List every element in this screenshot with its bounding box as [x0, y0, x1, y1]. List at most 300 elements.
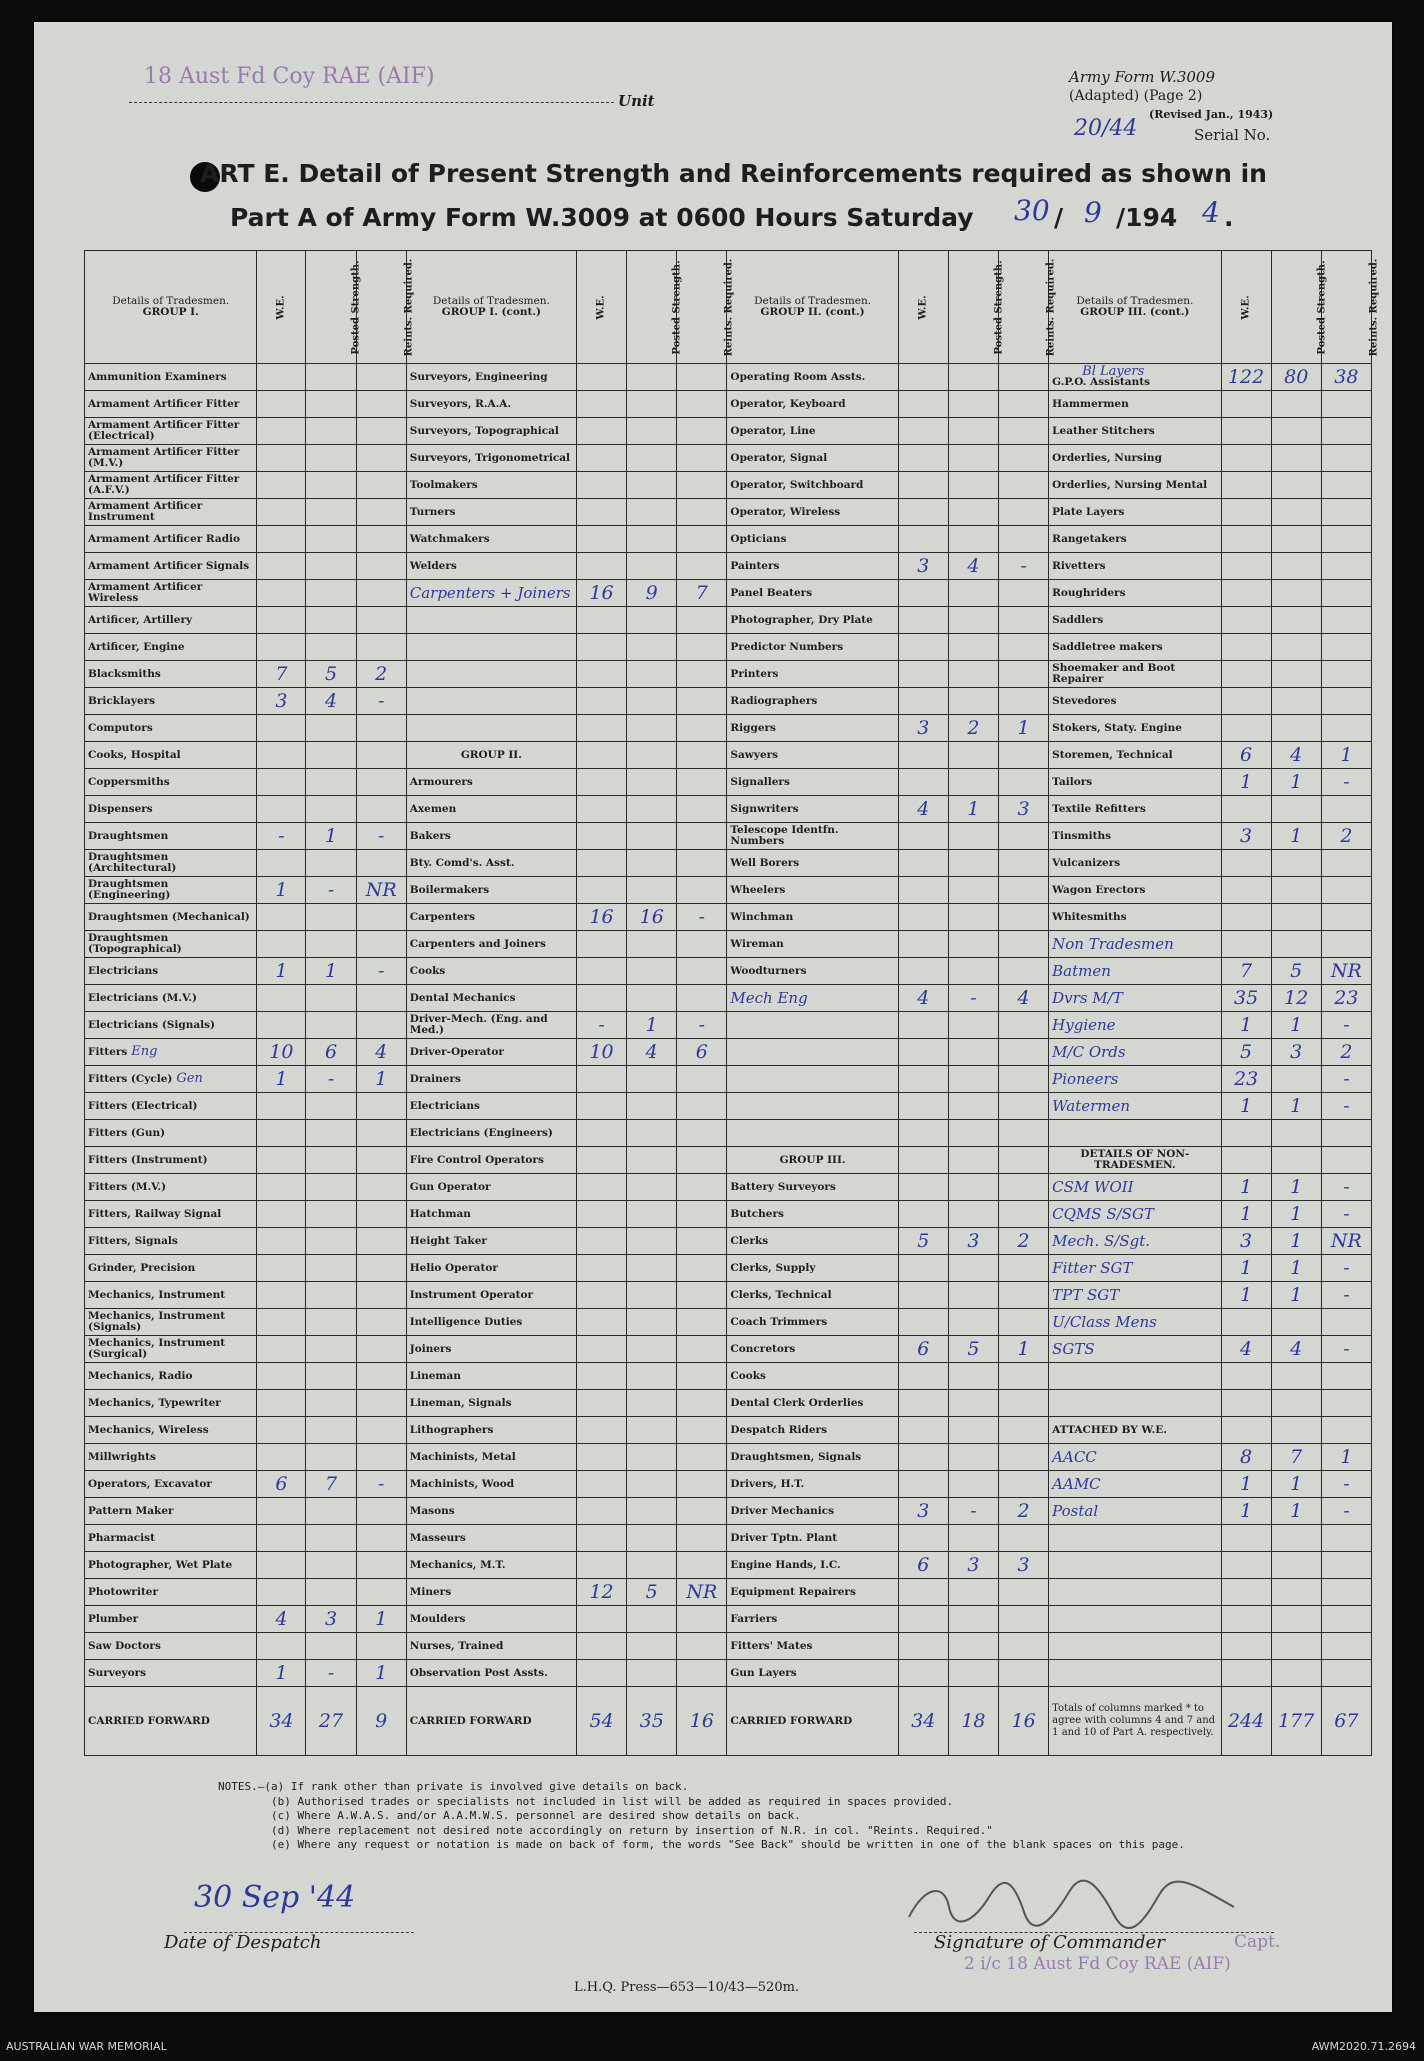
count-cell: 6 [898, 1336, 948, 1363]
trade-label [1049, 1525, 1221, 1552]
trade-label: Saddlers [1049, 607, 1221, 634]
trade-label: Welders [406, 553, 576, 580]
count-cell: 4 [898, 796, 948, 823]
count-cell [677, 1660, 727, 1687]
trade-label: Bakers [406, 823, 576, 850]
count-cell [306, 1498, 356, 1525]
trade-label: Surveyors, R.A.A. [406, 391, 576, 418]
count-cell [948, 1579, 998, 1606]
table-row [85, 931, 1372, 958]
count-cell [1221, 1417, 1271, 1444]
count-cell [999, 1093, 1049, 1120]
count-cell [677, 1444, 727, 1471]
count-cell [356, 1363, 406, 1390]
count-cell [257, 418, 306, 445]
count-cell: 2 [999, 1228, 1049, 1255]
count-cell [1321, 1120, 1371, 1147]
trade-label [1049, 1633, 1221, 1660]
trade-label: Butchers [727, 1201, 898, 1228]
count-cell [577, 877, 627, 904]
table-row [85, 1282, 1372, 1309]
trade-label: Pattern Maker [85, 1498, 257, 1525]
count-cell [306, 1255, 356, 1282]
count-cell [627, 1336, 677, 1363]
count-cell [1221, 1525, 1271, 1552]
count-cell [627, 1174, 677, 1201]
count-cell [627, 850, 677, 877]
count-cell [356, 769, 406, 796]
count-cell [999, 1147, 1049, 1174]
count-cell: 3 [1271, 1039, 1321, 1066]
trade-label: Artificer, Engine [85, 634, 257, 661]
trade-label: Gun Layers [727, 1660, 898, 1687]
carried-forward-reints: 16 [999, 1687, 1049, 1756]
count-cell: 4 [306, 688, 356, 715]
count-cell [999, 1363, 1049, 1390]
count-cell [627, 1525, 677, 1552]
count-cell [948, 661, 998, 688]
count-cell [356, 445, 406, 472]
count-cell [948, 1282, 998, 1309]
count-cell [1321, 1363, 1371, 1390]
count-cell [1271, 1660, 1321, 1687]
count-cell [677, 850, 727, 877]
count-cell [1271, 499, 1321, 526]
count-cell [948, 1174, 998, 1201]
count-cell [677, 472, 727, 499]
trade-label: Operator, Signal [727, 445, 898, 472]
trade-label: Draughtsmen, Signals [727, 1444, 898, 1471]
trade-label [727, 1093, 898, 1120]
handwritten-trade: Dvrs M/T [1049, 985, 1221, 1012]
count-cell: - [1321, 1093, 1371, 1120]
count-cell [677, 1093, 727, 1120]
count-cell [1321, 1552, 1371, 1579]
count-cell: 1 [948, 796, 998, 823]
count-cell [627, 1147, 677, 1174]
count-cell [948, 391, 998, 418]
count-cell [356, 1174, 406, 1201]
count-cell [356, 1282, 406, 1309]
count-cell [898, 958, 948, 985]
count-cell [577, 472, 627, 499]
trade-label [406, 607, 576, 634]
trade-label: Mechanics, Instrument [85, 1282, 257, 1309]
count-cell [948, 472, 998, 499]
count-cell [1221, 1390, 1271, 1417]
count-cell [356, 418, 406, 445]
title-date-month: 9 [1084, 196, 1102, 229]
grand-total-posted: 177 [1271, 1687, 1321, 1756]
count-cell [1221, 661, 1271, 688]
count-cell [627, 985, 677, 1012]
count-cell [577, 1606, 627, 1633]
count-cell [948, 1309, 998, 1336]
count-cell: 7 [1221, 958, 1271, 985]
trade-label: Signallers [727, 769, 898, 796]
trade-label: Plumber [85, 1606, 257, 1633]
count-cell [306, 985, 356, 1012]
count-cell [577, 445, 627, 472]
count-cell [999, 1471, 1049, 1498]
count-cell [999, 499, 1049, 526]
trade-label: Surveyors, Topographical [406, 418, 576, 445]
trade-label: Battery Surveyors [727, 1174, 898, 1201]
count-cell [677, 553, 727, 580]
count-cell: 1 [1271, 1174, 1321, 1201]
count-cell: 1 [1221, 1471, 1271, 1498]
count-cell [306, 472, 356, 499]
count-cell [257, 1309, 306, 1336]
trade-label [406, 661, 576, 688]
count-cell [677, 634, 727, 661]
count-cell [898, 607, 948, 634]
count-cell: 1 [1321, 742, 1371, 769]
count-cell [257, 1579, 306, 1606]
count-cell: - [1321, 1498, 1371, 1525]
trade-label: Lithographers [406, 1417, 576, 1444]
trade-label: Dental Clerk Orderlies [727, 1390, 898, 1417]
count-cell [356, 1633, 406, 1660]
count-cell [577, 1093, 627, 1120]
count-cell [999, 445, 1049, 472]
count-cell [627, 1066, 677, 1093]
count-cell [1321, 1390, 1371, 1417]
table-row [85, 1633, 1372, 1660]
count-cell: 4 [627, 1039, 677, 1066]
count-cell [898, 1471, 948, 1498]
count-cell [999, 1633, 1049, 1660]
count-cell [999, 850, 1049, 877]
count-cell [948, 823, 998, 850]
count-cell: 1 [257, 1660, 306, 1687]
count-cell [677, 715, 727, 742]
count-cell [627, 1660, 677, 1687]
trade-label: Surveyors, Trigonometrical [406, 445, 576, 472]
trade-label: Cooks [406, 958, 576, 985]
trade-label-text: Fitters [88, 1046, 128, 1058]
count-cell [1271, 607, 1321, 634]
count-cell: 122 [1221, 364, 1271, 391]
count-cell [627, 688, 677, 715]
table-row [85, 1363, 1372, 1390]
count-cell [948, 1444, 998, 1471]
count-cell [627, 499, 677, 526]
count-cell [577, 499, 627, 526]
count-cell [898, 526, 948, 553]
trade-label: Lineman, Signals [406, 1390, 576, 1417]
count-cell [577, 364, 627, 391]
count-cell: 1 [1221, 1174, 1271, 1201]
count-cell: 1 [1271, 1498, 1321, 1525]
count-cell: 4 [898, 985, 948, 1012]
count-cell: 1 [306, 823, 356, 850]
trade-label: Bricklayers [85, 688, 257, 715]
count-cell: 4 [1271, 742, 1321, 769]
table-row [85, 418, 1372, 445]
count-cell [577, 1660, 627, 1687]
count-cell [257, 391, 306, 418]
trade-label: Farriers [727, 1606, 898, 1633]
count-cell [1271, 634, 1321, 661]
count-cell [1271, 1579, 1321, 1606]
count-cell: 1 [257, 877, 306, 904]
count-cell [306, 580, 356, 607]
count-cell: 1 [1221, 1012, 1271, 1039]
notes: NOTES.—(a) If rank other than private is involved give details on back. (b) Authorised trades or specialists not included in list will be added as required in spaces provided. (c) Where A.W.A.S. and/or A.A.M.W.S. personnel are desired show details on back. (d) Where replacement not desired note accordingly on return by insertion of N.R. in col. "Reints. Required." (e) Where any request or notation is made on back of form, the words "See Back" should be written in one of the blank spaces on this page. [218, 1780, 1185, 1851]
trade-label: Rangetakers [1049, 526, 1221, 553]
count-cell [627, 1498, 677, 1525]
count-cell [677, 1525, 727, 1552]
trade-label [406, 634, 576, 661]
trade-label: Clerks [727, 1228, 898, 1255]
count-cell [577, 1066, 627, 1093]
count-cell: - [356, 823, 406, 850]
count-cell [257, 1255, 306, 1282]
count-cell [948, 1120, 998, 1147]
trade-label: Pharmacist [85, 1525, 257, 1552]
table-row [85, 688, 1372, 715]
count-cell [677, 1633, 727, 1660]
count-cell: 1 [356, 1660, 406, 1687]
count-cell: 2 [999, 1498, 1049, 1525]
count-cell: 7 [1271, 1444, 1321, 1471]
count-cell [1321, 661, 1371, 688]
count-cell [356, 850, 406, 877]
trade-label: Surveyors, Engineering [406, 364, 576, 391]
count-cell [306, 1282, 356, 1309]
count-cell [356, 1093, 406, 1120]
count-cell [1271, 715, 1321, 742]
count-cell: 3 [306, 1606, 356, 1633]
table-row [85, 796, 1372, 823]
count-cell [1221, 1633, 1271, 1660]
trade-label: Masseurs [406, 1525, 576, 1552]
trade-label: Computors [85, 715, 257, 742]
unit-stamp: 18 Aust Fd Coy RAE (AIF) [144, 64, 435, 89]
count-cell: 5 [948, 1336, 998, 1363]
count-cell [999, 1579, 1049, 1606]
count-cell [898, 904, 948, 931]
count-cell [257, 769, 306, 796]
count-cell [1271, 1120, 1321, 1147]
table-row [85, 1039, 1372, 1066]
count-cell [577, 769, 627, 796]
count-cell [1321, 850, 1371, 877]
count-cell [999, 472, 1049, 499]
trade-label: Armament Artificer Fitter (M.V.) [85, 445, 257, 472]
count-cell [627, 769, 677, 796]
count-cell: 3 [948, 1552, 998, 1579]
trade-label: Miners [406, 1579, 576, 1606]
count-cell [677, 1255, 727, 1282]
trade-label: Well Borers [727, 850, 898, 877]
serial-label: Serial No. [1194, 126, 1271, 144]
trade-label: Toolmakers [406, 472, 576, 499]
count-cell: 16 [577, 580, 627, 607]
press-line: L.H.Q. Press—653—10/43—520m. [574, 1980, 800, 1995]
count-cell [257, 1552, 306, 1579]
count-cell [1321, 553, 1371, 580]
count-cell [1321, 391, 1371, 418]
trade-label: Shoemaker and Boot Repairer [1049, 661, 1221, 688]
handwritten-annotation: Bl Layers [1082, 364, 1145, 379]
table-row [85, 472, 1372, 499]
count-cell [577, 1147, 627, 1174]
count-cell [1321, 1606, 1371, 1633]
count-cell [627, 823, 677, 850]
count-cell [1221, 580, 1271, 607]
trade-label: Plate Layers [1049, 499, 1221, 526]
trade-label: Mechanics, Radio [85, 1363, 257, 1390]
count-cell [1271, 391, 1321, 418]
trade-label: Fitters (M.V.) [85, 1174, 257, 1201]
count-cell [577, 823, 627, 850]
handwritten-annotation: Gen [176, 1071, 203, 1086]
count-cell [356, 472, 406, 499]
count-cell [627, 1120, 677, 1147]
count-cell [627, 1417, 677, 1444]
count-cell: 1 [1221, 1498, 1271, 1525]
handwritten-trade: AACC [1049, 1444, 1221, 1471]
count-cell [948, 1417, 998, 1444]
table-row [85, 1525, 1372, 1552]
count-cell [677, 877, 727, 904]
count-cell [257, 1336, 306, 1363]
count-cell [356, 904, 406, 931]
count-cell [306, 1552, 356, 1579]
count-cell [677, 445, 727, 472]
count-cell: 1 [257, 1066, 306, 1093]
count-cell: 7 [677, 580, 727, 607]
count-cell [1321, 1417, 1371, 1444]
count-cell: - [306, 1066, 356, 1093]
table-row [85, 1066, 1372, 1093]
count-cell [577, 958, 627, 985]
count-cell [306, 364, 356, 391]
table-row [85, 607, 1372, 634]
trade-label: Saw Doctors [85, 1633, 257, 1660]
trade-label: Electricians (Engineers) [406, 1120, 576, 1147]
count-cell [999, 1174, 1049, 1201]
count-cell [257, 1201, 306, 1228]
trade-label [727, 1066, 898, 1093]
count-cell [577, 553, 627, 580]
count-cell [356, 931, 406, 958]
count-cell [1271, 661, 1321, 688]
count-cell [257, 1174, 306, 1201]
count-cell [898, 580, 948, 607]
trade-label: Axemen [406, 796, 576, 823]
trade-label: Dispensers [85, 796, 257, 823]
table-row [85, 769, 1372, 796]
count-cell [898, 1282, 948, 1309]
trade-label: Machinists, Wood [406, 1471, 576, 1498]
count-cell [1271, 1363, 1321, 1390]
count-cell [627, 958, 677, 985]
count-cell [1221, 1660, 1271, 1687]
count-cell [257, 1120, 306, 1147]
count-cell: 1 [1271, 1093, 1321, 1120]
count-cell [1321, 1147, 1371, 1174]
count-cell: 4 [1221, 1336, 1271, 1363]
count-cell [1221, 472, 1271, 499]
trade-label [727, 1120, 898, 1147]
count-cell [948, 1633, 998, 1660]
part-title-line2: Part A of Army Form W.3009 at 0600 Hours Saturday [230, 203, 974, 232]
count-cell [577, 391, 627, 418]
count-cell: 4 [356, 1039, 406, 1066]
count-cell [577, 1174, 627, 1201]
count-cell [948, 1660, 998, 1687]
header-group1c: Details of Tradesmen. GROUP I. (cont.) [406, 251, 576, 364]
count-cell [677, 499, 727, 526]
count-cell [1321, 418, 1371, 445]
count-cell [1271, 553, 1321, 580]
count-cell [898, 1633, 948, 1660]
count-cell [898, 1660, 948, 1687]
count-cell: 12 [1271, 985, 1321, 1012]
trade-label: Dental Mechanics [406, 985, 576, 1012]
count-cell [257, 445, 306, 472]
handwritten-trade: Mech. S/Sgt. [1049, 1228, 1221, 1255]
count-cell [577, 1471, 627, 1498]
trade-label: Orderlies, Nursing Mental [1049, 472, 1221, 499]
count-cell [356, 607, 406, 634]
trade-label: Watchmakers [406, 526, 576, 553]
count-cell [1271, 796, 1321, 823]
count-cell [677, 364, 727, 391]
table-row [85, 1012, 1372, 1039]
count-cell: 23 [1321, 985, 1371, 1012]
trade-label: Tailors [1049, 769, 1221, 796]
count-cell [1221, 1309, 1271, 1336]
count-cell [999, 769, 1049, 796]
trade-label: Coppersmiths [85, 769, 257, 796]
count-cell: 1 [1221, 1282, 1271, 1309]
count-cell [898, 850, 948, 877]
header-group3c: Details of Tradesmen. GROUP III. (cont.) [1049, 251, 1221, 364]
count-cell [898, 364, 948, 391]
count-cell [257, 1498, 306, 1525]
count-cell: 3 [257, 688, 306, 715]
count-cell: 4 [1271, 1336, 1321, 1363]
count-cell [677, 958, 727, 985]
count-cell: 16 [577, 904, 627, 931]
count-cell [577, 931, 627, 958]
count-cell [677, 1336, 727, 1363]
count-cell [1321, 445, 1371, 472]
count-cell [257, 1093, 306, 1120]
carried-forward-reints: 9 [356, 1687, 406, 1756]
trade-label [85, 1039, 257, 1066]
count-cell [627, 472, 677, 499]
count-cell [627, 715, 677, 742]
count-cell [306, 391, 356, 418]
trade-label: GROUP II. [406, 742, 576, 769]
trade-label: Masons [406, 1498, 576, 1525]
count-cell: NR [677, 1579, 727, 1606]
count-cell [257, 796, 306, 823]
count-cell [627, 1228, 677, 1255]
count-cell [306, 796, 356, 823]
count-cell [627, 796, 677, 823]
trade-label: DETAILS OF NON-TRADESMEN. [1049, 1147, 1221, 1174]
count-cell [948, 607, 998, 634]
trade-label: Electricians (M.V.) [85, 985, 257, 1012]
count-cell [356, 1147, 406, 1174]
count-cell [1221, 418, 1271, 445]
